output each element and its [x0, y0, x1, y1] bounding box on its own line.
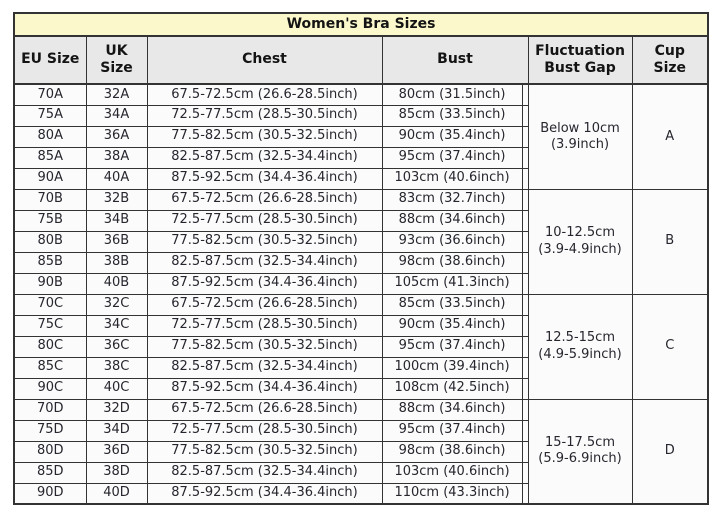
chest-cell: 87.5-92.5cm (34.4-36.4inch) — [147, 378, 382, 399]
size-row — [14, 294, 708, 315]
eu-size-cell: 75A — [14, 105, 86, 126]
bust-cell: 95cm (37.4inch) — [382, 147, 522, 168]
chest-cell: 77.5-82.5cm (30.5-32.5inch) — [147, 336, 382, 357]
column-gap-spacer — [522, 273, 528, 294]
column-gap-spacer — [522, 147, 528, 168]
column-header-uk-size: UK Size — [86, 36, 147, 84]
bust-cell: 103cm (40.6inch) — [382, 168, 522, 189]
chest-cell: 87.5-92.5cm (34.4-36.4inch) — [147, 483, 382, 504]
eu-size-cell: 85C — [14, 357, 86, 378]
column-gap-spacer — [522, 252, 528, 273]
column-gap-spacer — [522, 231, 528, 252]
bust-cell: 98cm (38.6inch) — [382, 252, 522, 273]
uk-size-cell: 34D — [86, 420, 147, 441]
chest-cell: 82.5-87.5cm (32.5-34.4inch) — [147, 462, 382, 483]
eu-size-cell: 85A — [14, 147, 86, 168]
eu-size-cell: 80C — [14, 336, 86, 357]
uk-size-cell: 36B — [86, 231, 147, 252]
uk-size-cell: 40B — [86, 273, 147, 294]
column-header-bust: Bust — [382, 36, 528, 84]
column-gap-spacer — [522, 315, 528, 336]
bust-cell: 80cm (31.5inch) — [382, 84, 522, 105]
eu-size-cell: 90C — [14, 378, 86, 399]
column-gap-spacer — [522, 441, 528, 462]
eu-size-cell: 80B — [14, 231, 86, 252]
chest-cell: 82.5-87.5cm (32.5-34.4inch) — [147, 357, 382, 378]
fluctuation-inch: (3.9-4.9inch) — [538, 241, 622, 257]
chest-cell: 87.5-92.5cm (34.4-36.4inch) — [147, 168, 382, 189]
fluctuation-cm: Below 10cm — [540, 120, 620, 136]
column-gap-spacer — [522, 105, 528, 126]
column-gap-spacer — [522, 210, 528, 231]
size-row — [14, 399, 708, 420]
cup-size-cell: D — [632, 399, 708, 504]
eu-size-cell: 70B — [14, 189, 86, 210]
chest-cell: 72.5-77.5cm (28.5-30.5inch) — [147, 105, 382, 126]
fluctuation-cm: 12.5-15cm — [545, 330, 615, 346]
eu-size-cell: 70C — [14, 294, 86, 315]
chest-cell: 82.5-87.5cm (32.5-34.4inch) — [147, 252, 382, 273]
uk-size-cell: 38A — [86, 147, 147, 168]
uk-size-cell: 40C — [86, 378, 147, 399]
eu-size-cell: 85D — [14, 462, 86, 483]
bust-cell: 90cm (35.4inch) — [382, 315, 522, 336]
bust-cell: 100cm (39.4inch) — [382, 357, 522, 378]
chest-cell: 77.5-82.5cm (30.5-32.5inch) — [147, 231, 382, 252]
size-row — [14, 189, 708, 210]
bust-cell: 103cm (40.6inch) — [382, 462, 522, 483]
bust-cell: 90cm (35.4inch) — [382, 126, 522, 147]
column-gap-spacer — [522, 483, 528, 504]
eu-size-cell: 90B — [14, 273, 86, 294]
uk-size-cell: 32B — [86, 189, 147, 210]
chest-cell: 67.5-72.5cm (26.6-28.5inch) — [147, 294, 382, 315]
uk-size-cell: 36C — [86, 336, 147, 357]
chest-cell: 67.5-72.5cm (26.6-28.5inch) — [147, 189, 382, 210]
eu-size-cell: 75D — [14, 420, 86, 441]
uk-size-cell: 32A — [86, 84, 147, 105]
bust-cell: 98cm (38.6inch) — [382, 441, 522, 462]
bust-cell: 85cm (33.5inch) — [382, 294, 522, 315]
column-gap-spacer — [522, 357, 528, 378]
column-header-cup-size: Cup Size — [632, 36, 708, 84]
bust-cell: 83cm (32.7inch) — [382, 189, 522, 210]
column-gap-spacer — [522, 126, 528, 147]
bust-cell: 88cm (34.6inch) — [382, 210, 522, 231]
table-title-row — [14, 13, 708, 36]
uk-size-cell: 36A — [86, 126, 147, 147]
uk-size-cell: 34C — [86, 315, 147, 336]
bust-cell: 95cm (37.4inch) — [382, 336, 522, 357]
bust-cell: 110cm (43.3inch) — [382, 483, 522, 504]
fluctuation-cell — [528, 399, 632, 504]
size-row — [14, 84, 708, 105]
uk-size-cell: 38B — [86, 252, 147, 273]
bust-cell: 95cm (37.4inch) — [382, 420, 522, 441]
uk-size-cell: 32D — [86, 399, 147, 420]
table-title: Women's Bra Sizes — [14, 13, 708, 36]
column-header-fluctuation: Fluctuation Bust Gap — [528, 36, 632, 84]
column-gap-spacer — [522, 378, 528, 399]
eu-size-cell: 75B — [14, 210, 86, 231]
bust-cell: 108cm (42.5inch) — [382, 378, 522, 399]
eu-size-cell: 90D — [14, 483, 86, 504]
fluctuation-inch: (5.9-6.9inch) — [538, 451, 622, 467]
uk-size-cell: 34A — [86, 105, 147, 126]
chest-cell: 72.5-77.5cm (28.5-30.5inch) — [147, 315, 382, 336]
uk-size-cell: 34B — [86, 210, 147, 231]
cup-size-cell: C — [632, 294, 708, 399]
cup-size-cell: B — [632, 189, 708, 294]
column-header-eu-size: EU Size — [14, 36, 86, 84]
uk-size-cell: 40A — [86, 168, 147, 189]
uk-size-cell: 38D — [86, 462, 147, 483]
chest-cell: 82.5-87.5cm (32.5-34.4inch) — [147, 147, 382, 168]
fluctuation-cell — [528, 294, 632, 399]
chest-cell: 67.5-72.5cm (26.6-28.5inch) — [147, 399, 382, 420]
chest-cell: 87.5-92.5cm (34.4-36.4inch) — [147, 273, 382, 294]
uk-size-cell: 40D — [86, 483, 147, 504]
chest-cell: 72.5-77.5cm (28.5-30.5inch) — [147, 210, 382, 231]
fluctuation-inch: (3.9inch) — [550, 136, 610, 152]
eu-size-cell: 75C — [14, 315, 86, 336]
bra-size-table — [13, 12, 709, 505]
bust-cell: 88cm (34.6inch) — [382, 399, 522, 420]
column-header-chest: Chest — [147, 36, 382, 84]
cup-size-cell: A — [632, 84, 708, 189]
uk-size-cell: 38C — [86, 357, 147, 378]
column-gap-spacer — [522, 420, 528, 441]
column-gap-spacer — [522, 462, 528, 483]
chest-cell: 77.5-82.5cm (30.5-32.5inch) — [147, 441, 382, 462]
chest-cell: 67.5-72.5cm (26.6-28.5inch) — [147, 84, 382, 105]
fluctuation-cm: 15-17.5cm — [545, 435, 615, 450]
bust-cell: 93cm (36.6inch) — [382, 231, 522, 252]
uk-size-cell: 36D — [86, 441, 147, 462]
fluctuation-cell — [528, 84, 632, 189]
column-gap-spacer — [522, 336, 528, 357]
eu-size-cell: 90A — [14, 168, 86, 189]
chest-cell: 72.5-77.5cm (28.5-30.5inch) — [147, 420, 382, 441]
eu-size-cell: 85B — [14, 252, 86, 273]
bust-cell: 85cm (33.5inch) — [382, 105, 522, 126]
fluctuation-cm: 10-12.5cm — [545, 225, 615, 241]
chest-cell: 77.5-82.5cm (30.5-32.5inch) — [147, 126, 382, 147]
fluctuation-cell — [528, 189, 632, 294]
column-gap-spacer — [522, 168, 528, 189]
eu-size-cell: 70D — [14, 399, 86, 420]
table-header-row — [14, 36, 708, 84]
uk-size-cell: 32C — [86, 294, 147, 315]
eu-size-cell: 80A — [14, 126, 86, 147]
eu-size-cell: 80D — [14, 441, 86, 462]
bust-cell: 105cm (41.3inch) — [382, 273, 522, 294]
eu-size-cell: 70A — [14, 84, 86, 105]
fluctuation-inch: (4.9-5.9inch) — [538, 346, 622, 362]
